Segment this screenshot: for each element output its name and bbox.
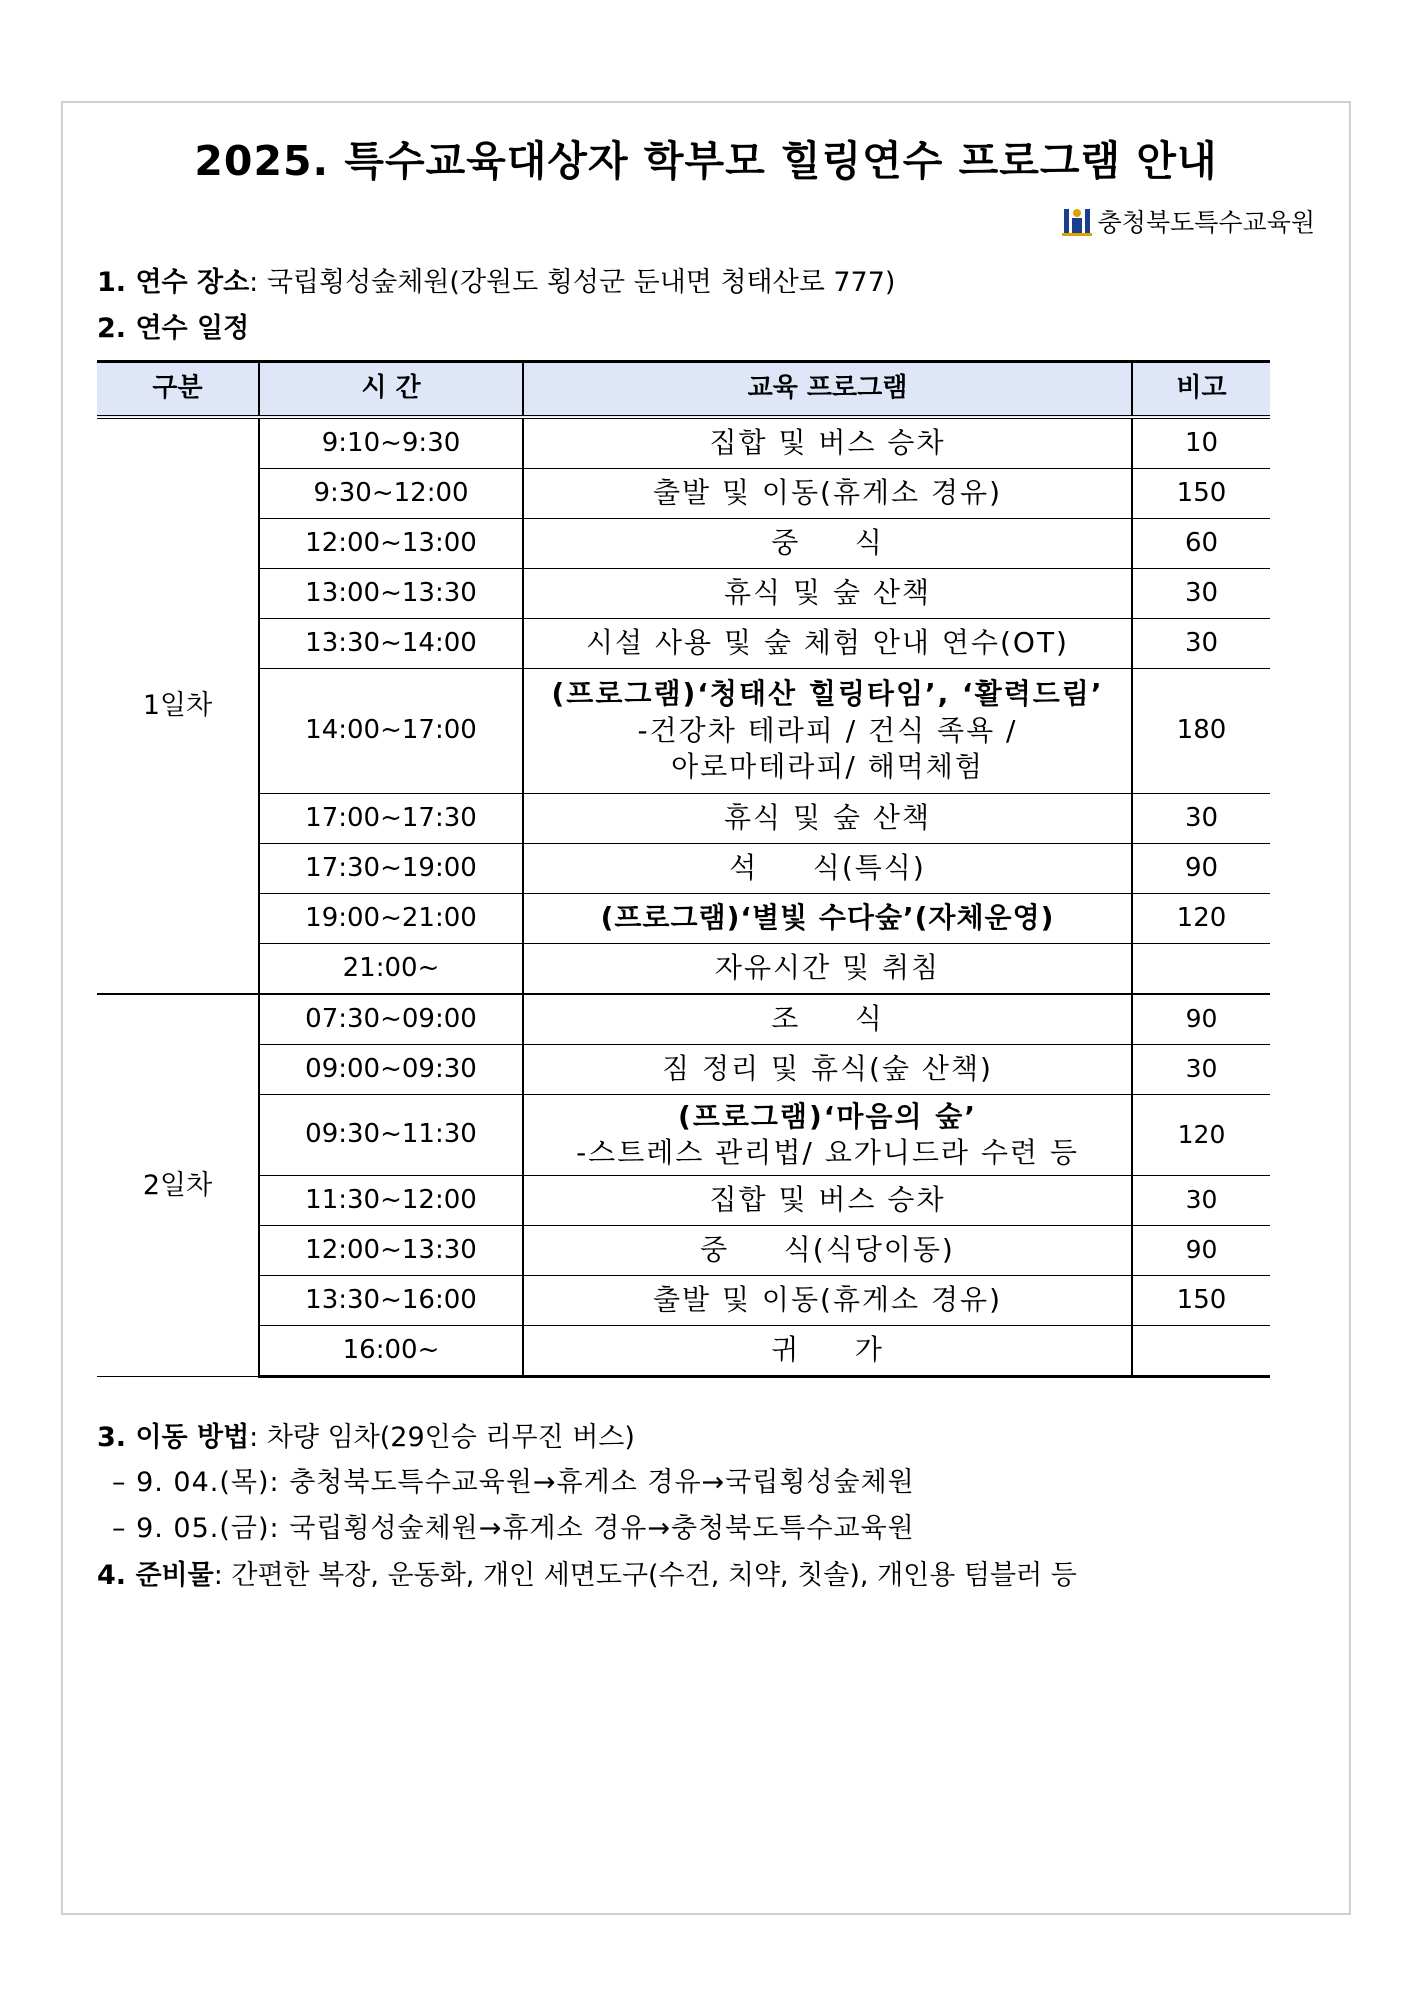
table-row [97,1176,1270,1226]
program-cell: 시설 사용 및 숲 체험 안내 연수(OT) [523,619,1132,669]
time-cell: 12:00~13:00 [259,519,523,569]
program-cell: 집합 및 버스 승차 [523,417,1132,469]
program-detail: 아로마테라피/ 해먹체험 [671,750,984,784]
note-cell [1132,944,1270,995]
time-cell: 09:30~11:30 [259,1095,523,1176]
program-cell: 조 식 [523,994,1132,1045]
note-cell: 10 [1132,417,1270,469]
note-cell: 150 [1132,1276,1270,1326]
time-cell: 13:30~14:00 [259,619,523,669]
note-cell: 90 [1132,994,1270,1045]
transport-day2: – 9. 05.(금): 국립횡성숲체원→휴게소 경유→충청북도특수교육원 [112,1513,915,1544]
time-cell: 11:30~12:00 [259,1176,523,1226]
program-detail: -스트레스 관리법/ 요가니드라 수련 등 [576,1136,1079,1169]
table-row [97,1045,1270,1095]
schedule-label: 2. 연수 일정 [97,313,250,344]
note-cell: 150 [1132,469,1270,519]
program-cell: 휴식 및 숲 산책 [523,569,1132,619]
program-cell: 석 식(특식) [523,844,1132,894]
program-cell: 휴식 및 숲 산책 [523,794,1132,844]
organization-logo [1060,203,1315,239]
table-row [97,1095,1270,1176]
time-cell: 14:00~17:00 [259,669,523,794]
note-cell: 120 [1132,1095,1270,1176]
note-cell: 30 [1132,569,1270,619]
table-header-row [97,362,1270,418]
table-row [97,894,1270,944]
note-cell: 30 [1132,1176,1270,1226]
time-cell: 19:00~21:00 [259,894,523,944]
time-cell: 07:30~09:00 [259,994,523,1045]
table-row [97,944,1270,995]
program-cell: 귀 가 [523,1326,1132,1377]
time-cell: 12:00~13:30 [259,1226,523,1276]
table-row [97,417,1270,469]
program-cell: 중 식(식당이동) [523,1226,1132,1276]
institute-emblem-icon [1060,204,1094,238]
note-cell: 90 [1132,1226,1270,1276]
table-row [97,994,1270,1045]
program-title: (프로그램)‘청태산 힐링타임’, ‘활력드림’ [551,677,1104,711]
program-cell: 출발 및 이동(휴게소 경유) [523,1276,1132,1326]
venue-value: : 국립횡성숲체원(강원도 횡성군 둔내면 청태산로 777) [249,267,896,298]
program-cell: 짐 정리 및 휴식(숲 산책) [523,1045,1132,1095]
table-row [97,619,1270,669]
note-cell [1132,1326,1270,1377]
venue-line [97,260,895,299]
day1-rows [97,417,1270,994]
header-note: 비고 [1132,362,1270,418]
table-row [97,1226,1270,1276]
program-cell [523,669,1132,794]
program-cell: 출발 및 이동(휴게소 경유) [523,469,1132,519]
day2-label: 2일차 [97,994,259,1377]
supplies-value: : 간편한 복장, 운동화, 개인 세면도구(수건, 치약, 칫솔), 개인용 텀블러 등 [213,1560,1077,1591]
header-program: 교육 프로그램 [523,362,1132,418]
day1-label: 1일차 [97,417,259,994]
program-cell: 자유시간 및 취침 [523,944,1132,995]
time-cell: 13:00~13:30 [259,569,523,619]
note-cell: 30 [1132,619,1270,669]
document-title: 2025. 특수교육대상자 학부모 힐링연수 프로그램 안내 [194,137,1218,185]
time-cell: 17:30~19:00 [259,844,523,894]
time-cell: 9:10~9:30 [259,417,523,469]
time-cell: 17:00~17:30 [259,794,523,844]
table-row [97,669,1270,794]
note-cell: 90 [1132,844,1270,894]
program-cell [523,1095,1132,1176]
venue-label: 1. 연수 장소 [97,267,250,298]
program-cell: 중 식 [523,519,1132,569]
organization-name: 충청북도특수교육원 [1097,208,1315,237]
table-row [97,844,1270,894]
schedule-table [97,360,1270,1378]
transport-value: : 차량 임차(29인승 리무진 버스) [249,1422,635,1453]
note-cell: 60 [1132,519,1270,569]
transport-line [97,1415,635,1454]
table-row [97,1326,1270,1377]
table-row [97,1276,1270,1326]
header-time: 시 간 [259,362,523,418]
schedule-heading [97,306,249,345]
program-cell: (프로그램)‘별빛 수다숲’(자체운영) [523,894,1132,944]
table-row [97,519,1270,569]
note-cell: 120 [1132,894,1270,944]
day2-rows [97,994,1270,1377]
time-cell: 13:30~16:00 [259,1276,523,1326]
program-title: (프로그램)‘마음의 숲’ [677,1099,977,1133]
transport-day1: – 9. 04.(목): 충청북도특수교육원→휴게소 경유→국립횡성숲체원 [112,1467,915,1498]
time-cell: 21:00~ [259,944,523,995]
table-row [97,469,1270,519]
time-cell: 16:00~ [259,1326,523,1377]
note-cell: 30 [1132,1045,1270,1095]
supplies-line [97,1553,1077,1592]
table-row [97,569,1270,619]
program-cell: 집합 및 버스 승차 [523,1176,1132,1226]
table-row [97,794,1270,844]
time-cell: 09:00~09:30 [259,1045,523,1095]
note-cell: 30 [1132,794,1270,844]
header-category: 구분 [97,362,259,418]
supplies-label: 4. 준비물 [97,1560,214,1591]
transport-label: 3. 이동 방법 [97,1422,250,1453]
program-detail: -건강차 테라피 / 건식 족욕 / [637,713,1018,747]
time-cell: 9:30~12:00 [259,469,523,519]
note-cell: 180 [1132,669,1270,794]
